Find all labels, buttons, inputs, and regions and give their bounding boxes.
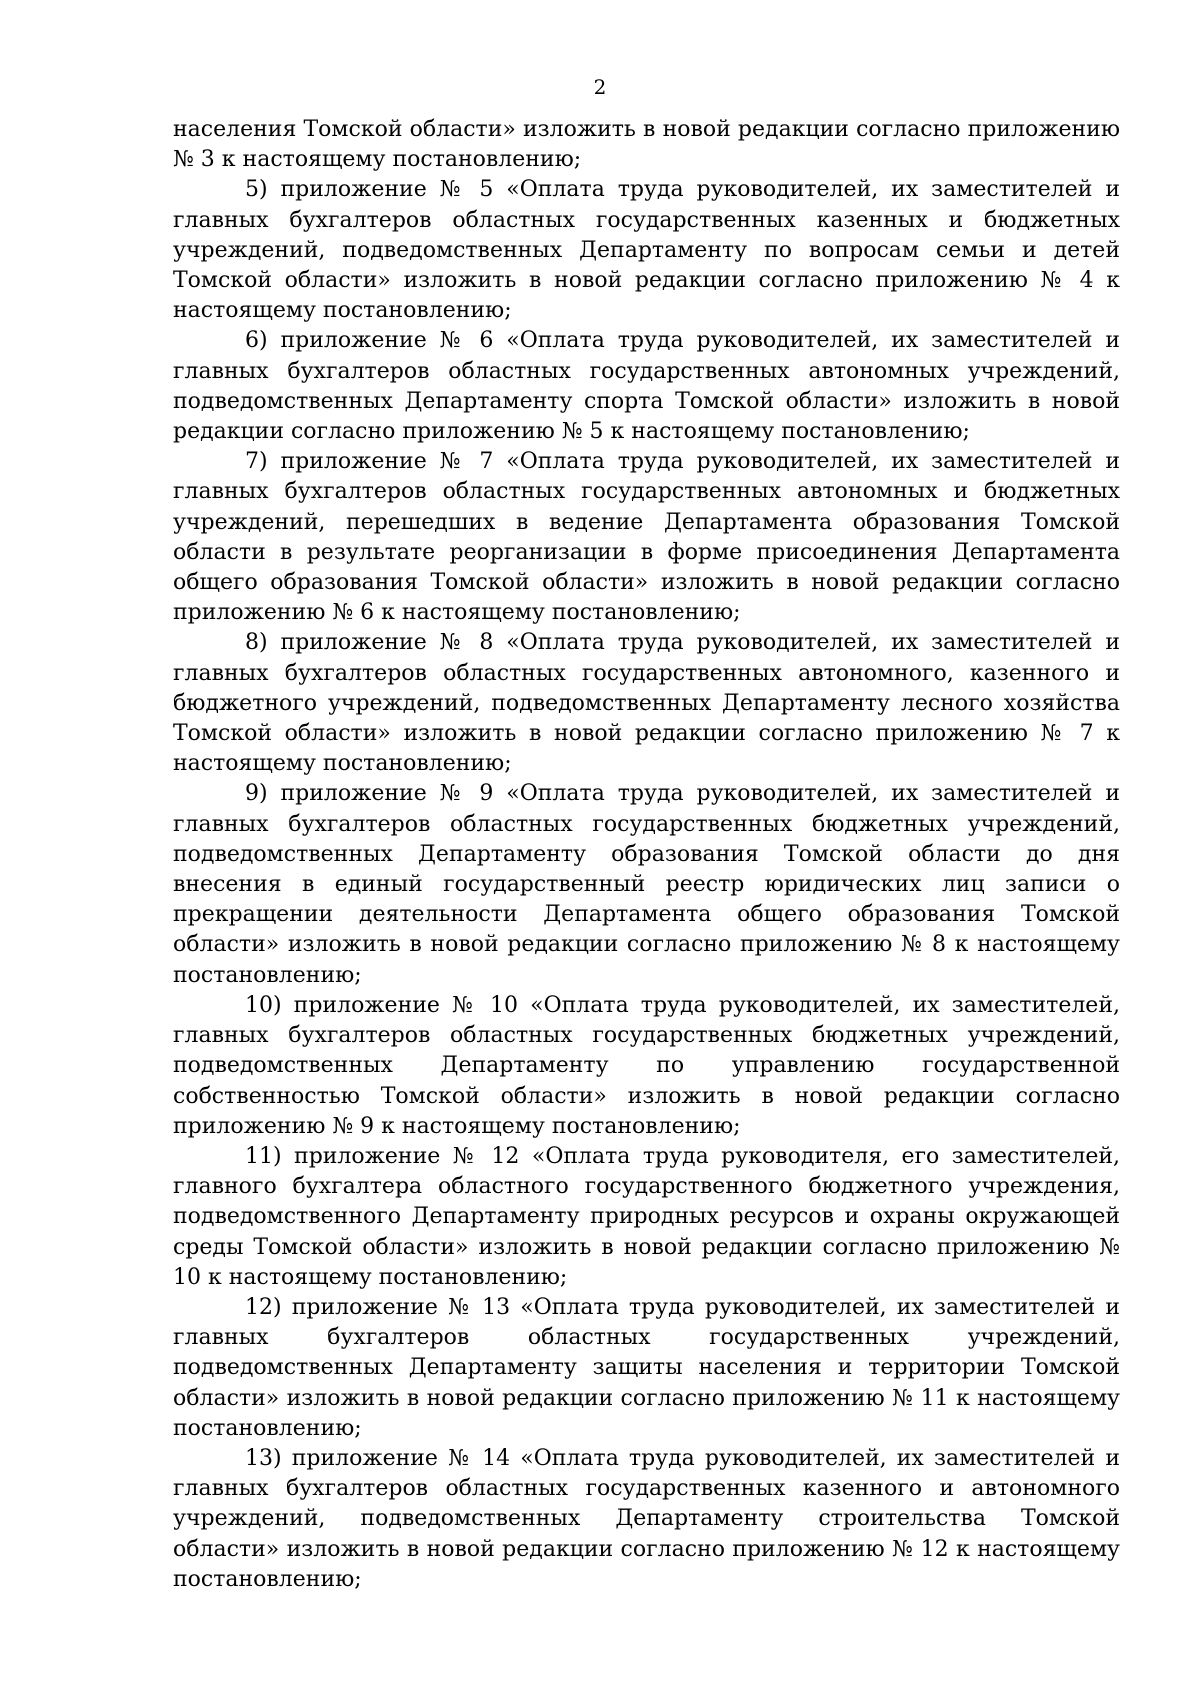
paragraph-item-6: 6) приложение № 6 «Оплата труда руководителей, их заместителей и главных бухгалтеров областных государственных автономных учреждений, подведомственных Департаменту спорта Томской области» изложить в новой редакции согласно приложению № 5 к настоящему постановлению; bbox=[173, 328, 1120, 445]
document-body bbox=[173, 115, 1120, 1595]
paragraph-continuation: населения Томской области» изложить в новой редакции согласно приложению № 3 к настоящему постановлению; bbox=[173, 117, 1120, 173]
paragraph-item-8: 8) приложение № 8 «Оплата труда руководителей, их заместителей и главных бухгалтеров областных государственных автономного, казенного и бюджетного учреждений, подведомственных Департаменту лесного хозяйства Томской области» изложить в новой редакции согласно приложению № 7 к настоящему постановлению; bbox=[173, 630, 1120, 777]
paragraph-item-10: 10) приложение № 10 «Оплата труда руководителей, их заместителей, главных бухгалтеров областных государственных бюджетных учреждений, подведомственных Департаменту по управлению государственной собственностью Томской области» изложить в новой редакции согласно приложению № 9 к настоящему постановлению; bbox=[173, 992, 1120, 1139]
paragraph-item-9: 9) приложение № 9 «Оплата труда руководителей, их заместителей и главных бухгалтеров областных государственных бюджетных учреждений, подведомственных Департаменту образования Томской области до дня внесения в единый государственный реестр юридических лиц записи о прекращении деятельности Департамента общего образования Томской области» изложить в новой редакции согласно приложению № 8 к настоящему постановлению; bbox=[173, 781, 1120, 988]
paragraph-item-5: 5) приложение № 5 «Оплата труда руководителей, их заместителей и главных бухгалтеров областных государственных казенных и бюджетных учреждений, подведомственных Департаменту по вопросам семьи и детей Томской области» изложить в новой редакции согласно приложению № 4 к настоящему постановлению; bbox=[173, 177, 1120, 324]
paragraph-item-7: 7) приложение № 7 «Оплата труда руководителей, их заместителей и главных бухгалтеров областных государственных автономных и бюджетных учреждений, перешедших в ведение Департамента образования Томской области в результате реорганизации в форме присоединения Департамента общего образования Томской области» изложить в новой редакции согласно приложению № 6 к настоящему постановлению; bbox=[173, 449, 1120, 626]
page-number: 2 bbox=[593, 75, 607, 99]
paragraph-item-11: 11) приложение № 12 «Оплата труда руководителя, его заместителей, главного бухгалтера областного государственного бюджетного учреждения, подведомственного Департаменту природных ресурсов и охраны окружающей среды Томской области» изложить в новой редакции согласно приложению № 10 к настоящему постановлению; bbox=[173, 1143, 1120, 1290]
paragraph-item-12: 12) приложение № 13 «Оплата труда руководителей, их заместителей и главных бухгалтеров областных государственных учреждений, подведомственных Департаменту защиты населения и территории Томской области» изложить в новой редакции согласно приложению № 11 к настоящему постановлению; bbox=[173, 1294, 1120, 1441]
paragraph-item-13: 13) приложение № 14 «Оплата труда руководителей, их заместителей и главных бухгалтеров областных государственных казенного и автономного учреждений, подведомственных Департаменту строительства Томской области» изложить в новой редакции согласно приложению № 12 к настоящему постановлению; bbox=[173, 1445, 1120, 1592]
